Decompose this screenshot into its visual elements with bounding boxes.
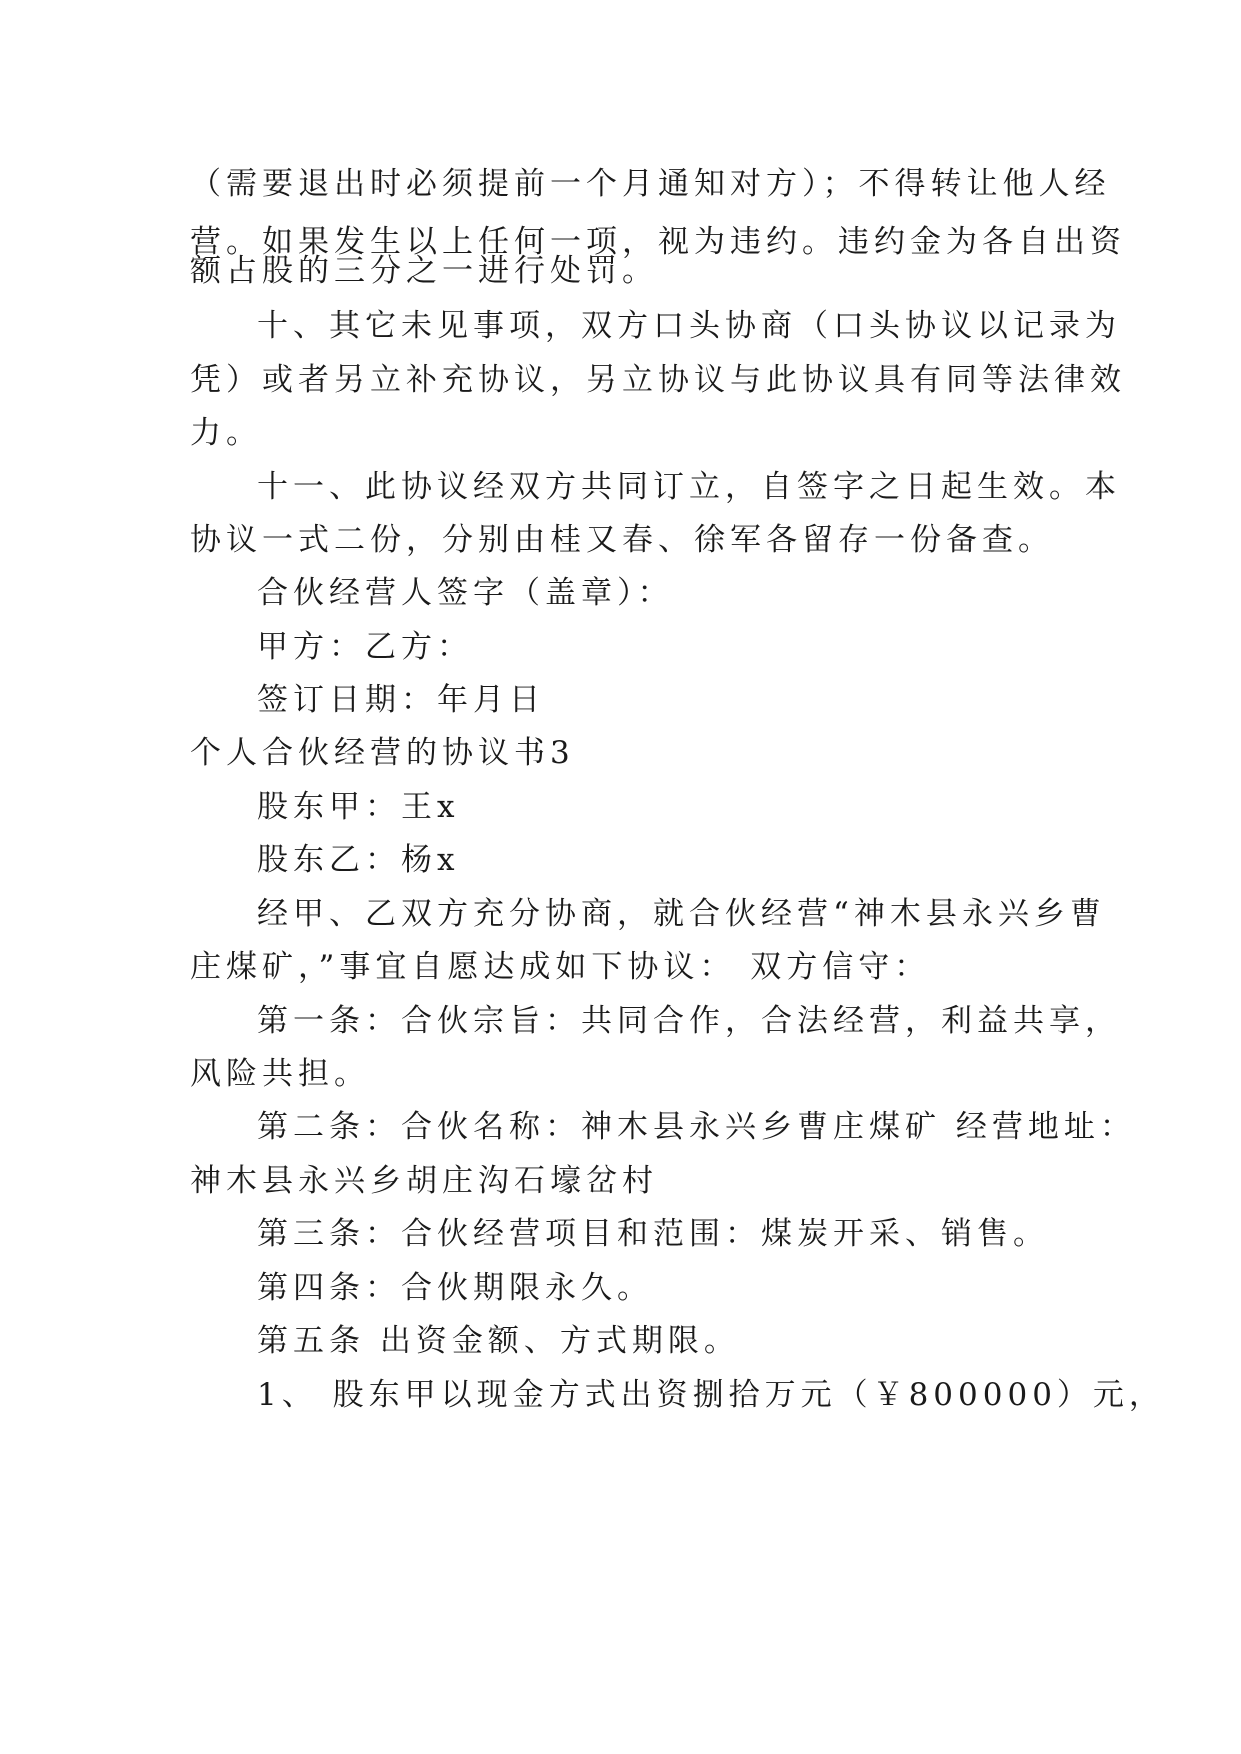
clause-ten: 十、其它未见事项，双方口头协商（口头协议以记录为 xyxy=(257,308,1121,344)
contribution-item-1: 1、 股东甲以现金方式出资捌拾万元（￥800000）元， xyxy=(257,1377,1165,1413)
body-text-line: 协议一式二份，分别由桂又春、徐军各留存一份备查。 xyxy=(190,522,1054,558)
article-five: 第五条 出资金额、方式期限。 xyxy=(257,1323,740,1359)
article-two: 第二条：合伙名称：神木县永兴乡曹庄煤矿 经营地址： xyxy=(257,1109,1136,1145)
article-one: 第一条：合伙宗旨：共同合作，合法经营，利益共享， xyxy=(257,1003,1121,1039)
body-text-line: 凭）或者另立补充协议，另立协议与此协议具有同等法律效 xyxy=(190,362,1126,398)
shareholder-b: 股东乙：杨x xyxy=(257,842,460,878)
body-text-line: 风险共担。 xyxy=(190,1056,370,1092)
body-text-line: 营。如果发生以上任何一项，视为违约。违约金为各自出资 xyxy=(190,224,1126,260)
preamble-line: 经甲、乙双方充分协商，就合伙经营“神木县永兴乡曹 xyxy=(257,896,1106,932)
body-text-line: （需要退出时必须提前一个月通知对方）；不得转让他人经 xyxy=(190,166,1111,202)
article-three: 第三条：合伙经营项目和范围：煤炭开采、销售。 xyxy=(257,1216,1049,1252)
shareholder-a: 股东甲：王x xyxy=(257,789,460,825)
body-text-line: 力。 xyxy=(190,415,262,451)
parties-line: 甲方：乙方： xyxy=(257,629,473,665)
clause-eleven: 十一、此协议经双方共同订立，自签字之日起生效。本 xyxy=(257,469,1121,505)
body-text-line: 额占股的三分之一进行处罚。 xyxy=(190,253,658,289)
article-four: 第四条：合伙期限永久。 xyxy=(257,1270,653,1306)
section-title: 个人合伙经营的协议书3 xyxy=(190,735,575,771)
sign-date-line: 签订日期：年月日 xyxy=(257,682,545,718)
body-text-line: 庄煤矿，”事宜自愿达成如下协议： 双方信守： xyxy=(190,949,931,985)
signature-label: 合伙经营人签字（盖章）： xyxy=(257,575,674,611)
body-text-line: 神木县永兴乡胡庄沟石壕岔村 xyxy=(190,1163,658,1199)
